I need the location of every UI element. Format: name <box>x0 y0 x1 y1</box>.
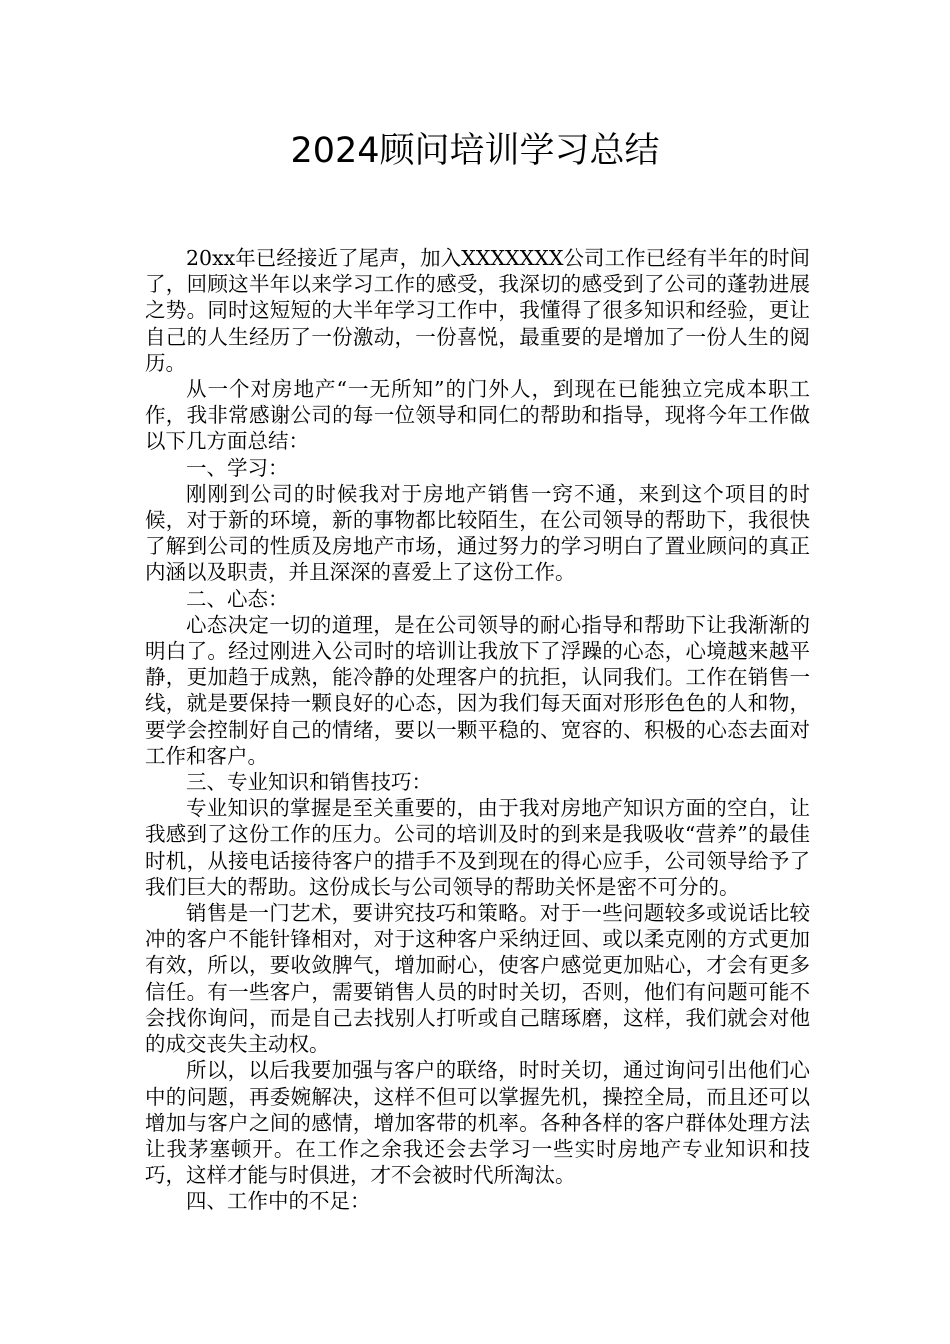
section-heading-mindset: 二、心态： <box>186 586 289 611</box>
section-heading-study: 一、学习： <box>186 455 289 480</box>
paragraph-thanks: 从一个对房地产“一无所知”的门外人，到现在已能独立完成本职工作，我非常感谢公司的每一位领导和同仁的帮助和指导，现将今年工作做以下几方面总结： <box>145 377 810 454</box>
paragraph-intro: 20xx年已经接近了尾声，加入XXXXXXX公司工作已经有半年的时间了，回顾这半年以来学习工作的感受，我深切的感受到了公司的蓬勃进展之势。同时这短短的大半年学习工作中，我懂得了很多知识和经验，更让自己的人生经历了一份激动，一份喜悦，最重要的是增加了一份人生的阅历。 <box>145 246 810 375</box>
section-heading-shortcomings: 四、工作中的不足： <box>186 1189 371 1214</box>
paragraph-study: 刚刚到公司的时候我对于房地产销售一窍不通，来到这个项目的时候，对于新的环境，新的事物都比较陌生，在公司领导的帮助下，我很快了解到公司的性质及房地产市场，通过努力的学习明白了置业顾问的真正内涵以及职责，并且深深的喜爱上了这份工作。 <box>145 481 810 585</box>
paragraph-followup: 所以，以后我要加强与客户的联络，时时关切，通过询问引出他们心中的问题，再委婉解决，这样不但可以掌握先机，操控全局，而且还可以增加与客户之间的感情，增加客带的机率。各种各样的客户群体处理方法让我茅塞顿开。在工作之余我还会去学习一些实时房地产专业知识和技巧，这样才能与时俱进，才不会被时代所淘汰。 <box>145 1058 810 1188</box>
paragraph-mindset: 心态决定一切的道理，是在公司领导的耐心指导和帮助下让我渐渐的明白了。经过刚进入公司时的培训让我放下了浮躁的心态，心境越来越平静，更加趋于成熟，能冷静的处理客户的抗拒，认同我们。工作在销售一线，就是要保持一颗良好的心态，因为我们每天面对形形色色的人和物，要学会控制好自己的情绪，要以一颗平稳的、宽容的、积极的心态去面对工作和客户。 <box>145 612 810 768</box>
section-heading-skills: 三、专业知识和销售技巧： <box>186 770 432 795</box>
paragraph-sales: 销售是一门艺术，要讲究技巧和策略。对于一些问题较多或说话比较冲的客户不能针锋相对，对于这种客户采纳迂回、或以柔克刚的方式更加有效，所以，要收敛脾气，增加耐心，使客户感觉更加贴心，才会有更多信任。有一些客户，需要销售人员的时时关切，否则，他们有问题可能不会找你询问，而是自己去找别人打听或自己瞎琢磨，这样，我们就会对他的成交丧失主动权。 <box>145 901 810 1057</box>
document-body <box>145 245 810 1215</box>
document-title: 2024顾问培训学习总结 <box>290 131 660 171</box>
paragraph-knowledge: 专业知识的掌握是至关重要的，由于我对房地产知识方面的空白，让我感到了这份工作的压力。公司的培训及时的到来是我吸收“营养”的最佳时机，从接电话接待客户的措手不及到现在的得心应手，公司领导给予了我们巨大的帮助。这份成长与公司领导的帮助关怀是密不可分的。 <box>145 796 810 899</box>
